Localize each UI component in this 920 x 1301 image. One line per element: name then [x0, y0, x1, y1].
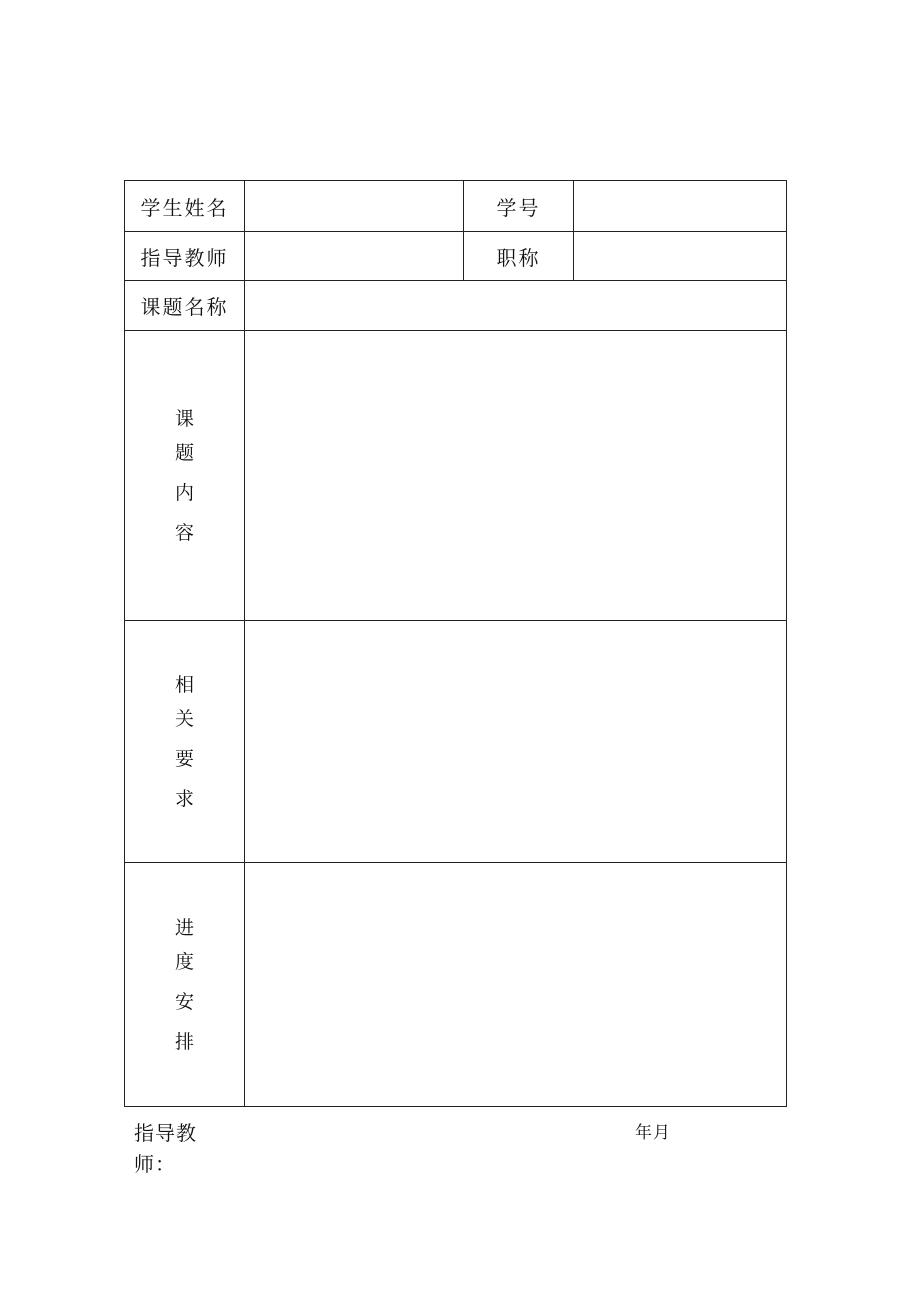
label-char: 求	[174, 787, 194, 810]
student-id-field[interactable]	[574, 181, 787, 232]
schedule-label	[125, 863, 245, 1107]
label-char: 度	[174, 950, 194, 973]
advisor-title-label: 职称	[464, 232, 574, 281]
section-topic-content	[125, 331, 787, 621]
topic-content-label	[125, 331, 245, 621]
form-row-student	[125, 181, 787, 232]
student-name-label: 学生姓名	[125, 181, 245, 232]
requirements-label	[125, 621, 245, 863]
schedule-field[interactable]	[245, 863, 787, 1107]
requirements-field[interactable]	[245, 621, 787, 863]
section-requirements	[125, 621, 787, 863]
label-char: 排	[174, 1030, 194, 1053]
topic-name-field[interactable]	[245, 281, 787, 331]
topic-name-label: 课题名称	[125, 281, 245, 331]
advisor-title-field[interactable]	[574, 232, 787, 281]
label-char: 相	[174, 673, 194, 696]
label-char: 内	[174, 481, 194, 504]
section-schedule	[125, 863, 787, 1107]
label-char: 安	[174, 990, 194, 1013]
label-char: 进	[174, 916, 194, 939]
form-row-topic	[125, 281, 787, 331]
form-row-advisor	[125, 232, 787, 281]
label-char: 要	[174, 747, 194, 770]
label-char: 课	[174, 407, 194, 430]
advisor-label: 指导教师	[125, 232, 245, 281]
date-label: 年月	[635, 1123, 671, 1143]
student-name-field[interactable]	[245, 181, 464, 232]
advisor-signature-label: 指导教师：	[134, 1121, 197, 1176]
task-form-table	[124, 180, 787, 1107]
label-char: 题	[174, 441, 194, 464]
label-char: 关	[174, 707, 194, 730]
advisor-field[interactable]	[245, 232, 464, 281]
student-id-label: 学号	[464, 181, 574, 232]
topic-content-field[interactable]	[245, 331, 787, 621]
label-char: 容	[174, 521, 194, 544]
